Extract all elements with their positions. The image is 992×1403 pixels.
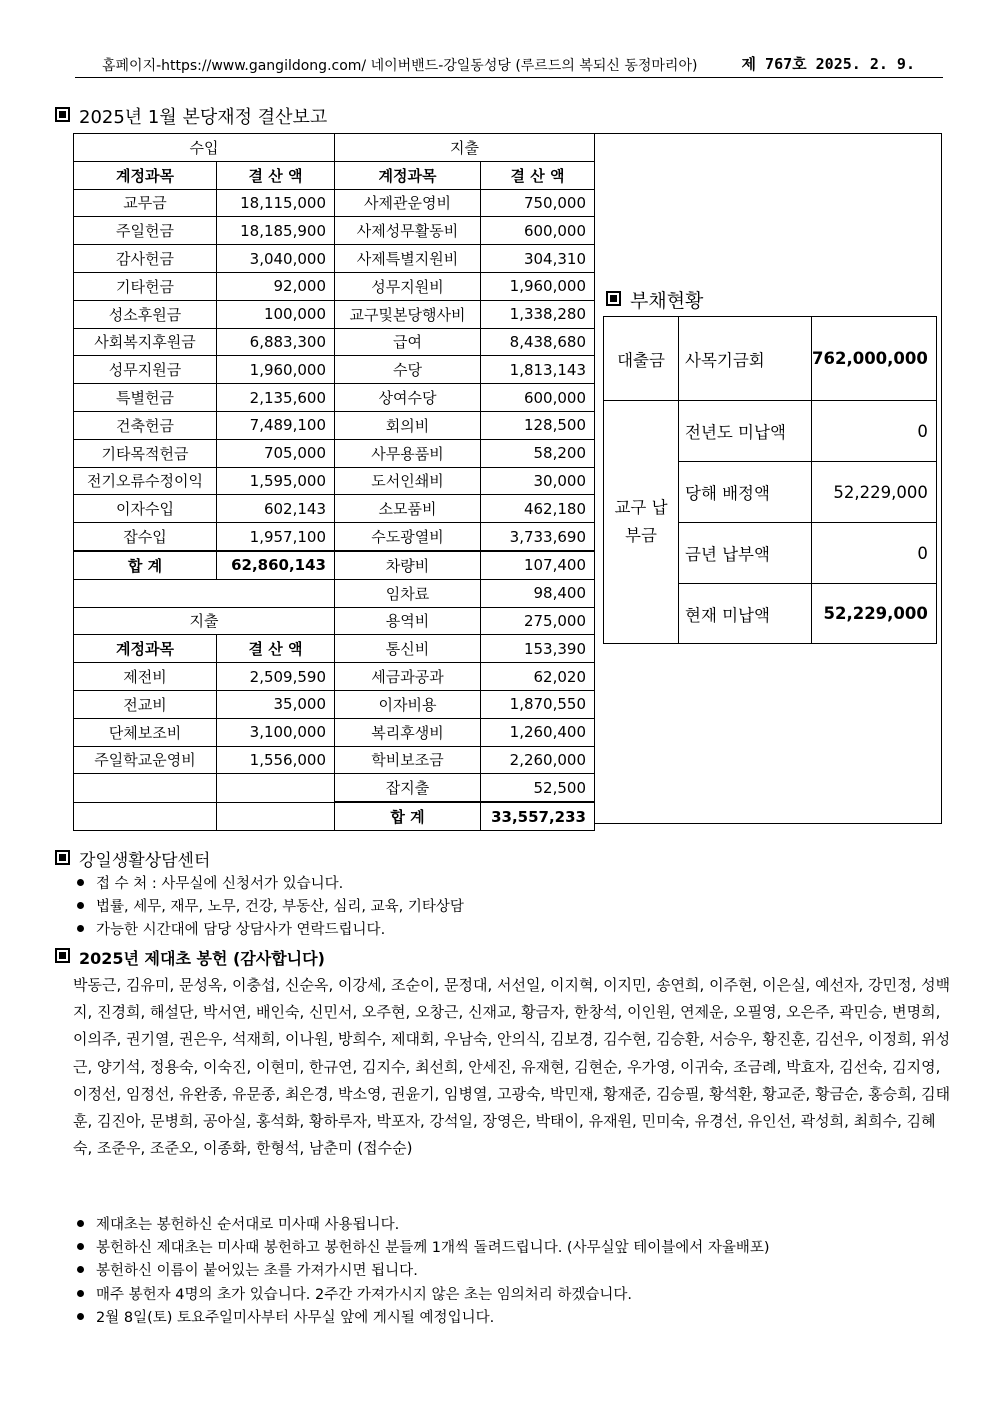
table-row [74, 384, 595, 412]
loan-amount: 762,000,000 [812, 317, 937, 401]
expense-amount: 1,870,550 [481, 690, 595, 718]
expense-account: 상여수당 [335, 384, 481, 412]
expense-account: 제전비 [74, 663, 217, 691]
table-row [74, 774, 595, 802]
income-amount: 3,040,000 [217, 245, 335, 273]
col-amount-header: 결 산 액 [217, 635, 335, 663]
loan-label: 대출금 [604, 317, 679, 401]
income-amount: 18,185,900 [217, 217, 335, 245]
expense-account: 학비보조금 [335, 746, 481, 774]
expense-amount: 600,000 [481, 384, 595, 412]
debt-row-name: 현재 미납액 [679, 584, 812, 644]
expense-amount: 1,338,280 [481, 300, 595, 328]
bullet-dot-icon [77, 879, 84, 886]
expense-account: 이자비용 [335, 690, 481, 718]
table-row [74, 663, 595, 691]
debt-title-text: 부채현황 [630, 290, 704, 312]
expense-account: 수도광열비 [335, 523, 481, 551]
candle-note [77, 1213, 399, 1234]
square-bullet-icon [55, 948, 70, 963]
candle-note-text: 봉헌하신 이름이 붙어있는 초를 가져가시면 됩니다. [96, 1263, 418, 1279]
candle-note-text: 2월 8일(토) 토요주일미사부터 사무실 앞에 게시될 예정입니다. [96, 1310, 495, 1326]
expense-account: 세금과공과 [335, 663, 481, 691]
expense-amount: 58,200 [481, 439, 595, 467]
blank-cell [74, 579, 335, 607]
table-row [74, 161, 595, 189]
bullet-dot-icon [77, 925, 84, 932]
counsel-item-text: 가능한 시간대에 담당 상담사가 연락드립니다. [96, 922, 386, 938]
expense-amount: 35,000 [217, 690, 335, 718]
debt-row-amount: 0 [812, 401, 937, 462]
income-amount: 6,883,300 [217, 328, 335, 356]
col-account-header: 계정과목 [335, 161, 481, 189]
income-amount: 1,960,000 [217, 356, 335, 384]
income-account: 성무지원금 [74, 356, 217, 384]
income-account: 성소후원금 [74, 300, 217, 328]
blank-cell [74, 774, 217, 802]
expense-account: 전교비 [74, 690, 217, 718]
table-row [74, 467, 595, 495]
income-account: 감사헌금 [74, 245, 217, 273]
table-row [74, 802, 595, 830]
table-row [74, 495, 595, 523]
counsel-item [77, 918, 385, 939]
table-row [74, 746, 595, 774]
expense-account: 용역비 [335, 607, 481, 635]
table-row [74, 690, 595, 718]
table-row [74, 356, 595, 384]
expense-amount: 462,180 [481, 495, 595, 523]
income-amount: 18,115,000 [217, 189, 335, 217]
expense-account: 교구및본당행사비 [335, 300, 481, 328]
expense-amount: 3,733,690 [481, 523, 595, 551]
blank-cell [217, 802, 335, 830]
debt-row-name: 당해 배정액 [679, 462, 812, 523]
income-account: 교무금 [74, 189, 217, 217]
expense-total: 33,557,233 [481, 802, 595, 830]
candle-note [77, 1306, 494, 1327]
table-row [74, 189, 595, 217]
candle-note-text: 봉헌하신 제대초는 미사때 봉헌하고 봉헌하신 분들께 1개씩 돌려드립니다. (사무실앞 테이블에서 자율배포) [96, 1240, 770, 1256]
table-row [74, 635, 595, 663]
income-account: 특별헌금 [74, 384, 217, 412]
issue-number: 제 767호 2025. 2. 9. [741, 55, 915, 73]
expense-amount: 107,400 [481, 551, 595, 579]
expense-account: 잡지출 [335, 774, 481, 802]
candle-note [77, 1236, 770, 1257]
table-row [74, 439, 595, 467]
income-account: 전기오류수정이익 [74, 467, 217, 495]
counsel-item [77, 872, 343, 893]
bullet-dot-icon [77, 1290, 84, 1297]
expense-account: 소모품비 [335, 495, 481, 523]
income-account: 잡수입 [74, 523, 217, 551]
table-row [74, 607, 595, 635]
expense-amount: 1,260,400 [481, 718, 595, 746]
counsel-title-text: 강일생활상담센터 [79, 851, 211, 871]
income-header: 수입 [74, 134, 335, 162]
income-amount: 1,595,000 [217, 467, 335, 495]
bullet-dot-icon [77, 1243, 84, 1250]
counsel-section-title [55, 846, 210, 871]
expense-amount: 1,960,000 [481, 272, 595, 300]
expense-amount: 30,000 [481, 467, 595, 495]
donor-names: 박동근, 김유미, 문성옥, 이충섭, 신순옥, 이강세, 조순이, 문정대, 서선일, 이지혁, 이지민, 송연희, 이주현, 이은실, 예선자, 강민정, 성백지, 진경희, 해설단, 박서연, 배인숙, 신민서, 오주현, 오창근, 신재교, 황금자, 한창석, 이인원, 연제운, 오필영, 오은주, 곽민승, 변명희, 이의주, 권기열, 권은우, 석재희, 이나원, 방희수, 제대회, 우남숙, 안의식, 김보경, 김수현, 김승환, 서승우, 황진훈, 김선우, 이정희, 위성근, 양기석, 정용숙, 이숙진, 이현미, 한규연, 김지수, 최선희, 안세진, 유재현, 김현순, 우가영, 이귀숙, 조금례, 박효자, 김선숙, 김지영, 이정선, 임정선, 유완종, 유문종, 최은경, 박소영, 권윤기, 임병열, 고광숙, 박민재, 황재준, 김승필, 황석환, 황교준, 황금순, 홍승희, 김태훈, 김진아, 문병희, 공아실, 홍석화, 황하루자, 박포자, 강석일, 장영은, 박태이, 유재원, 민미숙, 유경선, 유인선, 곽성희, 최희수, 김혜숙, 조준우, 조준오, 이종화, 한형석, 남춘미 (접수순) [73, 976, 951, 1158]
expense-amount: 304,310 [481, 245, 595, 273]
expense-account: 사제관운영비 [335, 189, 481, 217]
income-account: 사회복지후원금 [74, 328, 217, 356]
table-row [74, 718, 595, 746]
expense-amount: 2,509,590 [217, 663, 335, 691]
square-bullet-icon [55, 850, 70, 865]
expense-account: 주일학교운영비 [74, 746, 217, 774]
finance-table [73, 133, 595, 831]
expense-amount: 2,260,000 [481, 746, 595, 774]
expense-amount: 98,400 [481, 579, 595, 607]
income-amount: 705,000 [217, 439, 335, 467]
debt-row-amount: 52,229,000 [812, 462, 937, 523]
expense-header: 지출 [335, 134, 595, 162]
table-row [74, 551, 595, 579]
income-amount: 7,489,100 [217, 411, 335, 439]
candles-title-text: 2025년 제대초 봉헌 (감사합니다) [79, 949, 325, 968]
table-row [74, 579, 595, 607]
income-account: 기타헌금 [74, 272, 217, 300]
candle-note [77, 1283, 632, 1304]
diocese-label: 교구 납부금 [604, 401, 679, 644]
income-amount: 2,135,600 [217, 384, 335, 412]
table-row [74, 272, 595, 300]
candle-note [77, 1259, 418, 1280]
blank-cell [217, 774, 335, 802]
table-row [74, 300, 595, 328]
income-account: 건축헌금 [74, 411, 217, 439]
expense-amount: 153,390 [481, 635, 595, 663]
expense-account: 수당 [335, 356, 481, 384]
counsel-item [77, 895, 464, 916]
expense-amount: 750,000 [481, 189, 595, 217]
expense-amount: 1,556,000 [217, 746, 335, 774]
income-account: 주일헌금 [74, 217, 217, 245]
expense-amount: 52,500 [481, 774, 595, 802]
expense-account: 회의비 [335, 411, 481, 439]
expense-account: 도서인쇄비 [335, 467, 481, 495]
bullet-dot-icon [77, 1220, 84, 1227]
square-bullet-icon [55, 107, 70, 122]
expense-account: 사제성무활동비 [335, 217, 481, 245]
income-account: 이자수입 [74, 495, 217, 523]
expense-amount: 1,813,143 [481, 356, 595, 384]
candle-note-text: 매주 봉헌자 4명의 초가 있습니다. 2주간 가져가시지 않은 초는 임의처리 하겠습니다. [96, 1287, 632, 1303]
debt-row-amount: 0 [812, 523, 937, 584]
expense-account: 사제특별지원비 [335, 245, 481, 273]
expense-amount: 3,100,000 [217, 718, 335, 746]
expense-account: 단체보조비 [74, 718, 217, 746]
col-account-header: 계정과목 [74, 161, 217, 189]
expense-amount: 600,000 [481, 217, 595, 245]
income-amount: 100,000 [217, 300, 335, 328]
income-total: 62,860,143 [217, 551, 335, 579]
col-amount-header: 결 산 액 [217, 161, 335, 189]
debt-table [603, 316, 937, 644]
candles-section-title [55, 946, 325, 969]
left-expense-header: 지출 [74, 607, 335, 635]
expense-total-label: 합 계 [335, 802, 481, 830]
debt-section-title [606, 286, 703, 313]
expense-account: 차량비 [335, 551, 481, 579]
bullet-dot-icon [77, 902, 84, 909]
expense-amount: 275,000 [481, 607, 595, 635]
col-amount-header: 결 산 액 [481, 161, 595, 189]
expense-account: 사무용품비 [335, 439, 481, 467]
bullet-dot-icon [77, 1313, 84, 1320]
income-total-label: 합 계 [74, 551, 217, 579]
counsel-item-text: 법률, 세무, 재무, 노무, 건강, 부동산, 심리, 교육, 기타상담 [96, 899, 464, 915]
expense-account: 급여 [335, 328, 481, 356]
candle-note-text: 제대초는 봉헌하신 순서대로 미사때 사용됩니다. [96, 1217, 400, 1233]
income-account: 기타목적헌금 [74, 439, 217, 467]
bullet-dot-icon [77, 1266, 84, 1273]
table-row [74, 217, 595, 245]
loan-name: 사목기금회 [679, 317, 812, 401]
expense-amount: 8,438,680 [481, 328, 595, 356]
blank-cell [74, 802, 217, 830]
income-amount: 1,957,100 [217, 523, 335, 551]
table-row [74, 523, 595, 551]
table-row [74, 134, 595, 162]
income-amount: 602,143 [217, 495, 335, 523]
expense-amount: 128,500 [481, 411, 595, 439]
page-header [75, 55, 943, 78]
table-row [74, 328, 595, 356]
income-amount: 92,000 [217, 272, 335, 300]
expense-amount: 62,020 [481, 663, 595, 691]
expense-account: 성무지원비 [335, 272, 481, 300]
table-row [74, 245, 595, 273]
expense-account: 복리후생비 [335, 718, 481, 746]
debt-row-amount: 52,229,000 [812, 584, 937, 644]
col-account-header: 계정과목 [74, 635, 217, 663]
expense-account: 통신비 [335, 635, 481, 663]
finance-title-text: 2025년 1월 본당재정 결산보고 [79, 107, 328, 128]
table-row [74, 411, 595, 439]
square-bullet-icon [606, 291, 621, 306]
debt-row-name: 전년도 미납액 [679, 401, 812, 462]
expense-account: 임차료 [335, 579, 481, 607]
counsel-item-text: 접 수 처 : 사무실에 신청서가 있습니다. [96, 876, 344, 892]
header-line: 홈페이지-https://www.gangildong.com/ 네이버밴드-강일동성당 (루르드의 복되신 동정마리아) [102, 58, 698, 74]
finance-section-title [55, 103, 327, 129]
debt-row-name: 금년 납부액 [679, 523, 812, 584]
